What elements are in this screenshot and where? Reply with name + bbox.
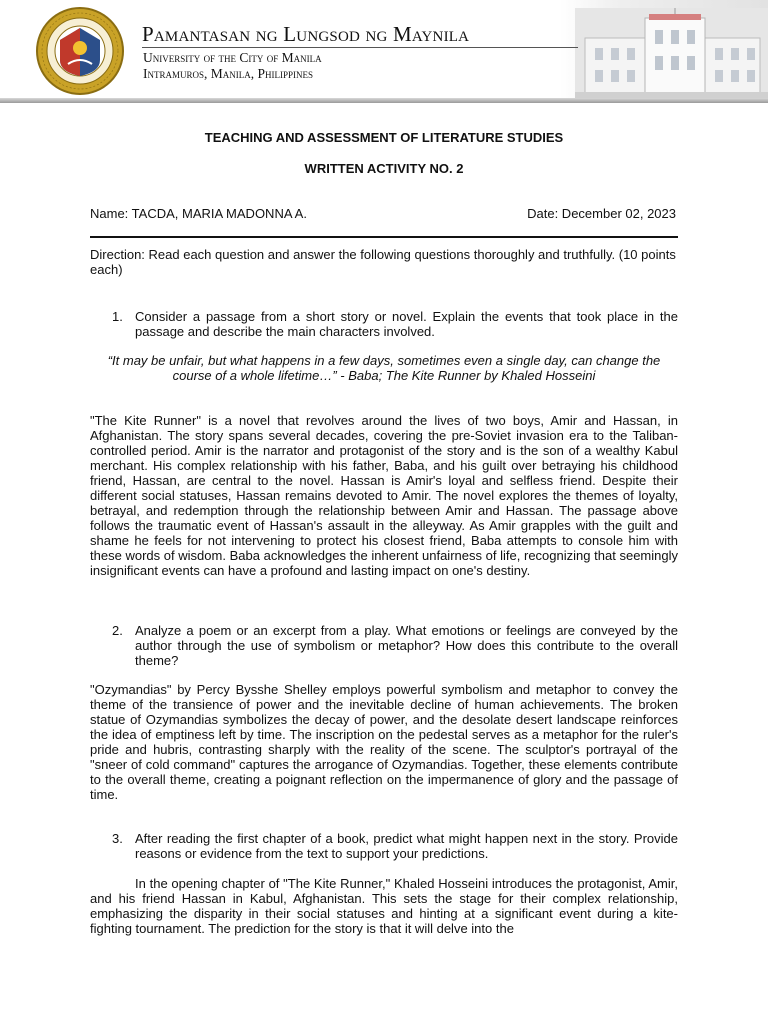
quote-line: course of a whole lifetime…” - Baba; The Kite Runner by Khaled Hosseini — [172, 368, 596, 383]
question-item — [112, 623, 678, 668]
activity-date: Date: December 02, 2023 — [527, 206, 676, 221]
question-text: Analyze a poem or an excerpt from a play. What emotions or feelings are conveyed by the author through the use of symbolism or metaphor? How does this contribute to the overall theme? — [135, 623, 678, 668]
student-name: Name: TACDA, MARIA MADONNA A. — [90, 206, 307, 221]
university-seal-icon — [28, 6, 132, 96]
university-name: Pamantasan ng Lungsod ng Maynila — [142, 22, 470, 46]
course-title: TEACHING AND ASSESSMENT OF LITERATURE STUDIES — [204, 130, 564, 145]
university-address: Intramuros, Manila, Philippines — [143, 66, 314, 81]
direction-text: Direction: Read each question and answer the following questions thoroughly and truthfully. (10 points each) — [90, 247, 676, 277]
answer-paragraph: "Ozymandias" by Percy Bysshe Shelley employs powerful symbolism and metaphor to convey the theme of the transience of power and the inevitable decline of human achievements. The broken statue of Ozymandias symbolizes the decay of power, and the desolate desert landscape reinforces the idea of emptiness left by time. The inscription on the pedestal serves as a metaphor for the ruler's pride and hubris, contrasting sharply with the reality of the scene. The sculptor's portrayal of the "sneer of cold command" captures the arrogance of Ozymandias. Together, these elements contribute to the overall theme, creating a poignant reflection on the impermanence of glory and the passage of time. — [90, 682, 678, 802]
answer-paragraph: "The Kite Runner" is a novel that revolves around the lives of two boys, Amir and Hassan, in Afghanistan. The story spans several decades, covering the pre-Soviet invasion era to the Taliban-controlled period. Amir is the narrator and protagonist of the story and is the son of a wealthy Kabul merchant. His complex relationship with his father, Baba, and his guilt over betraying his childhood friend, Hassan, are central to the novel. Hassan is Amir's loyal and selfless friend. Despite their different social statuses, Hassan remains devoted to Amir. The novel explores the themes of loyalty, betrayal, and redemption through the relationship between Amir and Hassan. The passage above follows the traumatic event of Hassan's assault in the alleyway. As Amir grapples with the guilt and shame he feels for not intervening to protect his closest friend, Baba attempts to console him with these words of wisdom. Baba acknowledges the inherent unfairness of life, recognizing that seemingly insignificant events can have a profound and lasting impact on one's destiny. — [90, 413, 678, 578]
question-text: Consider a passage from a short story or novel. Explain the events that took place in the passage and describe the main characters involved. — [135, 309, 678, 339]
letterhead-divider — [142, 47, 578, 48]
question-number: 1. — [112, 309, 123, 324]
question-item — [112, 831, 678, 861]
activity-title: WRITTEN ACTIVITY NO. 2 — [304, 161, 464, 176]
header-divider — [90, 236, 678, 238]
question-number: 2. — [112, 623, 123, 638]
campus-building-icon — [575, 8, 768, 100]
question-item — [112, 309, 678, 339]
question-text: After reading the first chapter of a book, predict what might happen next in the story. Provide reasons or evidence from the text to support your predictions. — [135, 831, 678, 861]
letterhead — [0, 0, 768, 104]
answer-paragraph: In the opening chapter of "The Kite Runner," Khaled Hosseini introduces the protagonist, Amir, and his friend Hassan in Kabul, Afghanistan. This sets the stage for their complex relationship, emphasizing the disparity in their social statuses and hinting at a significant event during a kite-fighting tournament. The prediction for the story is that it will delve into the — [90, 876, 678, 936]
letterhead-bottom-bar — [0, 98, 768, 103]
quote-line: “It may be unfair, but what happens in a few days, sometimes even a single day, can change the — [107, 353, 661, 368]
question-number: 3. — [112, 831, 123, 846]
university-subtitle: University of the City of Manila — [143, 50, 322, 65]
